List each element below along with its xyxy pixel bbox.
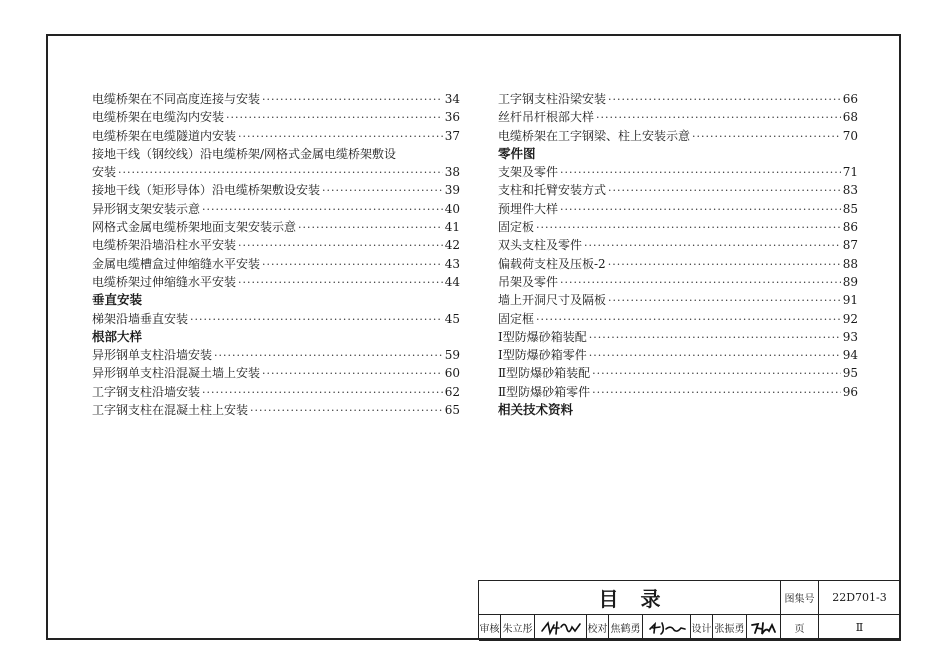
atlas-number: 22D701-3 xyxy=(819,581,901,615)
toc-entry xyxy=(92,181,460,199)
toc-section-heading xyxy=(92,328,460,346)
entry-page-number: 89 xyxy=(842,274,858,289)
toc-entry xyxy=(92,364,460,382)
dot-leader xyxy=(692,128,841,146)
entry-page-number: 38 xyxy=(444,165,460,180)
dot-leader xyxy=(589,347,841,365)
dot-leader xyxy=(262,256,443,274)
toc-entry xyxy=(498,310,858,328)
toc-entry xyxy=(498,383,858,401)
dot-leader xyxy=(536,219,841,237)
entry-title: 电缆桥架沿墙沿柱水平安装 xyxy=(92,238,237,253)
entry-page-number: 40 xyxy=(444,201,460,216)
page-number: Ⅱ xyxy=(819,615,901,641)
toc-entry xyxy=(92,310,460,328)
toc-entry xyxy=(498,200,858,218)
dot-leader xyxy=(584,237,841,255)
toc-entry xyxy=(92,127,460,145)
entry-title: Ⅰ型防爆砂箱装配 xyxy=(498,329,587,344)
entry-title: 网格式金属电缆桥架地面支架安装示意 xyxy=(92,220,297,235)
entry-page-number: 59 xyxy=(444,348,460,363)
page-label: 页 xyxy=(781,615,819,641)
entry-title: 工字钢支柱沿墙安装 xyxy=(92,384,201,399)
dot-leader xyxy=(592,365,841,383)
toc-entry xyxy=(92,383,460,401)
reviewer-name: 朱立彤 xyxy=(501,615,535,641)
entry-title: 预埋件大样 xyxy=(498,201,559,216)
toc-entry xyxy=(498,273,858,291)
toc-left-column xyxy=(92,90,460,419)
entry-title: 电缆桥架在不同高度连接与安装 xyxy=(92,92,261,106)
entry-title: 工字钢支柱在混凝土柱上安装 xyxy=(92,403,249,418)
section-title: 零件图 xyxy=(498,145,536,161)
entry-title: 梯架沿墙垂直安装 xyxy=(92,311,189,326)
dot-leader xyxy=(118,164,443,182)
checker-name: 焦鹤勇 xyxy=(609,615,643,641)
toc-section-heading xyxy=(92,291,460,309)
entry-page-number: 60 xyxy=(444,366,460,381)
entry-title: 偏载荷支柱及压板-2 xyxy=(498,256,606,271)
section-title: 垂直安装 xyxy=(92,292,143,308)
toc-entry xyxy=(498,291,858,309)
entry-title: Ⅱ型防爆砂箱装配 xyxy=(498,366,591,381)
toc-entry xyxy=(498,127,858,145)
toc-entry xyxy=(498,255,858,273)
entry-page-number: 68 xyxy=(842,110,858,125)
section-title: 相关技术资料 xyxy=(498,402,574,418)
dot-leader xyxy=(592,384,841,402)
entry-page-number: 44 xyxy=(444,274,460,289)
toc-entry xyxy=(498,236,858,254)
dot-leader xyxy=(238,274,443,292)
drawing-title: 目录 xyxy=(479,581,781,615)
entry-title: 异形钢支架安装示意 xyxy=(92,201,201,216)
dot-leader xyxy=(190,311,443,329)
entry-title: 异形钢单支柱沿混凝土墙上安装 xyxy=(92,366,261,381)
toc-section-heading xyxy=(498,145,858,163)
entry-page-number: 94 xyxy=(842,348,858,363)
toc-entry xyxy=(92,218,460,236)
toc-entry xyxy=(92,108,460,126)
entry-page-number: 87 xyxy=(842,238,858,253)
dot-leader xyxy=(202,201,443,219)
dot-leader xyxy=(608,91,841,109)
entry-title: 工字钢支柱沿梁安装 xyxy=(498,92,607,106)
checker-signature xyxy=(643,615,691,641)
entry-page-number: 96 xyxy=(842,384,858,399)
entry-title: 支柱和托臂安装方式 xyxy=(498,183,607,198)
entry-page-number: 93 xyxy=(842,329,858,344)
section-title: 根部大样 xyxy=(92,328,143,344)
entry-page-number: 92 xyxy=(842,311,858,326)
entry-page-number: 34 xyxy=(444,92,460,106)
entry-page-number: 83 xyxy=(842,183,858,198)
entry-title: 吊架及零件 xyxy=(498,274,559,289)
entry-title: 电缆桥架在电缆沟内安装 xyxy=(92,110,225,125)
designer-name: 张振勇 xyxy=(713,615,747,641)
toc-entry xyxy=(498,108,858,126)
entry-page-number: 37 xyxy=(444,128,460,143)
entry-page-number: 62 xyxy=(444,384,460,399)
toc-entry xyxy=(92,401,460,419)
check-label: 校对 xyxy=(587,615,609,641)
dot-leader xyxy=(250,402,443,420)
dot-leader xyxy=(589,329,841,347)
entry-page-number: 42 xyxy=(444,238,460,253)
entry-title: 接地干线（钢绞线）沿电缆桥架/网格式金属电缆桥架敷设 xyxy=(92,146,397,161)
entry-page-number: 65 xyxy=(444,403,460,418)
dot-leader xyxy=(560,201,841,219)
entry-title: 丝杆吊杆根部大样 xyxy=(498,110,595,125)
entry-title: 墙上开洞尺寸及隔板 xyxy=(498,293,607,308)
toc-entry xyxy=(498,163,858,181)
entry-title: 金属电缆槽盒过伸缩缝水平安装 xyxy=(92,256,261,271)
toc-entry xyxy=(92,90,460,108)
dot-leader xyxy=(238,237,443,255)
toc-entry xyxy=(498,90,858,108)
toc-entry xyxy=(92,145,460,163)
entry-page-number: 36 xyxy=(444,110,460,125)
entry-page-number: 43 xyxy=(444,256,460,271)
entry-title: 电缆桥架过伸缩缝水平安装 xyxy=(92,274,237,289)
entry-title: 固定板 xyxy=(498,220,535,235)
dot-leader xyxy=(596,109,841,127)
toc-entry xyxy=(92,236,460,254)
entry-title: 接地干线（矩形导体）沿电缆桥架敷设安装 xyxy=(92,183,321,198)
entry-page-number: 86 xyxy=(842,220,858,235)
toc-right-column xyxy=(498,90,858,419)
dot-leader xyxy=(536,311,841,329)
entry-page-number: 70 xyxy=(842,128,858,143)
review-label: 审核 xyxy=(479,615,501,641)
entry-title: 电缆桥架在电缆隧道内安装 xyxy=(92,128,237,143)
toc-entry xyxy=(498,346,858,364)
dot-leader xyxy=(202,384,443,402)
toc-entry xyxy=(92,200,460,218)
dot-leader xyxy=(262,365,443,383)
entry-title: 安装 xyxy=(92,165,117,180)
toc-entry xyxy=(498,328,858,346)
entry-title: 双头支柱及零件 xyxy=(498,238,583,253)
toc-entry xyxy=(92,273,460,291)
entry-title: 固定框 xyxy=(498,311,535,326)
entry-title: 支架及零件 xyxy=(498,165,559,180)
dot-leader xyxy=(560,274,841,292)
entry-title: Ⅱ型防爆砂箱零件 xyxy=(498,384,591,399)
reviewer-signature xyxy=(535,615,587,641)
dot-leader xyxy=(322,182,443,200)
entry-page-number: 71 xyxy=(842,165,858,180)
entry-page-number: 85 xyxy=(842,201,858,216)
design-label: 设计 xyxy=(691,615,713,641)
toc-entry xyxy=(92,255,460,273)
dot-leader xyxy=(608,256,841,274)
toc-entry xyxy=(92,163,460,181)
drawing-sheet xyxy=(46,34,901,640)
entry-title: 异形钢单支柱沿墙安装 xyxy=(92,348,213,363)
entry-page-number: 91 xyxy=(842,293,858,308)
designer-signature xyxy=(747,615,781,641)
toc-entry xyxy=(498,218,858,236)
toc-entry xyxy=(92,346,460,364)
toc-entry xyxy=(498,181,858,199)
dot-leader xyxy=(226,109,443,127)
dot-leader xyxy=(560,164,841,182)
entry-page-number: 41 xyxy=(444,220,460,235)
dot-leader xyxy=(298,219,443,237)
dot-leader xyxy=(262,91,443,109)
atlas-number-label: 图集号 xyxy=(781,581,819,615)
entry-page-number: 39 xyxy=(444,183,460,198)
entry-page-number: 88 xyxy=(842,256,858,271)
entry-page-number: 66 xyxy=(842,92,858,106)
entry-title: Ⅰ型防爆砂箱零件 xyxy=(498,348,587,363)
entry-page-number: 45 xyxy=(444,311,460,326)
dot-leader xyxy=(214,347,443,365)
entry-title: 电缆桥架在工字钢梁、柱上安装示意 xyxy=(498,128,691,143)
toc-section-heading xyxy=(498,401,858,419)
dot-leader xyxy=(608,182,841,200)
entry-page-number: 95 xyxy=(842,366,858,381)
toc-entry xyxy=(498,364,858,382)
dot-leader xyxy=(238,128,443,146)
title-block xyxy=(478,580,900,640)
dot-leader xyxy=(608,292,841,310)
